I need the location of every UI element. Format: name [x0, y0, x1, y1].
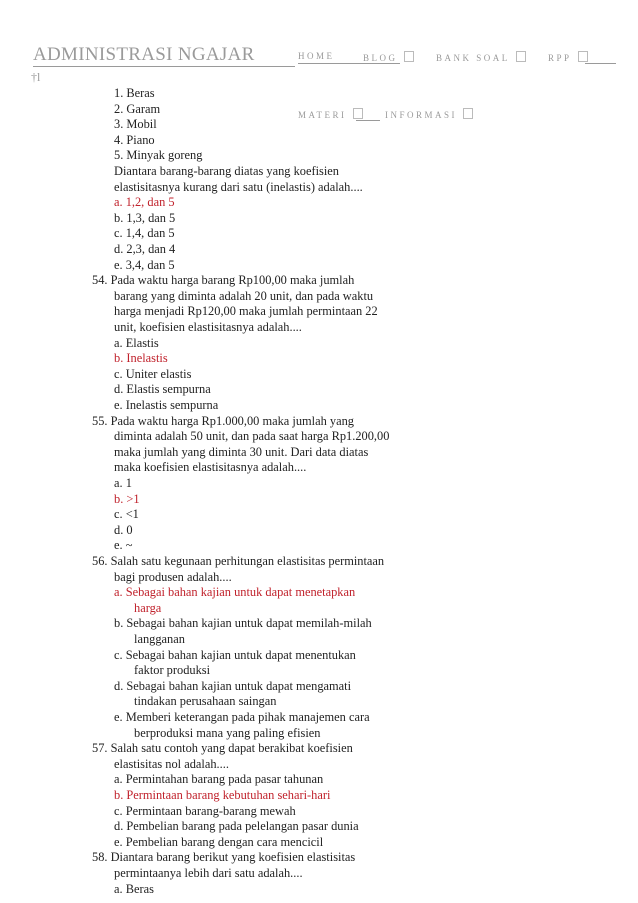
- answer-option: b. Inelastis: [114, 351, 168, 366]
- question-line: 55. Pada waktu harga Rp1.000,00 maka jumlah yang: [92, 413, 354, 428]
- answer-option: b. >1: [114, 491, 140, 506]
- text-line: 5. Minyak goreng: [114, 148, 203, 163]
- answer-option: d. Elastis sempurna: [114, 382, 211, 397]
- text-line: 3. Mobil: [114, 117, 157, 132]
- answer-option: e. 3,4, dan 5: [114, 257, 175, 272]
- nav-label: HOME: [298, 51, 335, 61]
- text-line: 4. Piano: [114, 132, 155, 147]
- answer-option: c. Permintaan barang-barang mewah: [114, 803, 296, 818]
- question-line: 58. Diantara barang berikut yang koefisien elastisitas: [92, 850, 356, 865]
- text-line: faktor produksi: [134, 663, 211, 678]
- text-line: harga menjadi Rp120,00 maka jumlah permintaan 22: [114, 304, 378, 319]
- text-line: maka jumlah yang diminta 30 unit. Dari data diatas: [114, 444, 369, 459]
- answer-option: e. Pembelian barang dengan cara mencicil: [114, 834, 324, 849]
- answer-option: b. Sebagai bahan kajian untuk dapat memilah-milah: [114, 616, 372, 631]
- text-line: Diantara barang-barang diatas yang koefisien: [114, 164, 339, 178]
- answer-option: c. 1,4, dan 5: [114, 226, 175, 241]
- answer-option: c. Uniter elastis: [114, 366, 192, 381]
- text-line: elastisitas nol adalah....: [114, 756, 229, 771]
- text-line: langganan: [134, 632, 185, 646]
- answer-option: d. Sebagai bahan kajian untuk dapat mengamati: [114, 678, 352, 693]
- text-line: berproduksi mana yang paling efisien: [134, 725, 321, 740]
- nav-label: INFORMASI: [385, 110, 458, 120]
- answer-option: e. Inelastis sempurna: [114, 398, 219, 412]
- text-line: unit, koefisien elastisitasnya adalah....: [114, 320, 302, 334]
- answer-option: e. Memberi keterangan pada pihak manajemen cara: [114, 710, 370, 724]
- answer-option: d. 2,3, dan 4: [114, 242, 176, 256]
- question-line: 54. Pada waktu harga barang Rp100,00 maka jumlah: [92, 273, 355, 288]
- nav-label: BANK SOAL: [436, 53, 510, 63]
- answer-option: c. <1: [114, 507, 139, 522]
- text-line: barang yang diminta adalah 20 unit, dan pada waktu: [114, 288, 374, 303]
- site-title[interactable]: ADMINISTRASI NGAJAR: [33, 44, 295, 67]
- answer-option: d. Pembelian barang pada pelelangan pasar dunia: [114, 819, 359, 834]
- answer-option: c. Sebagai bahan kajian untuk dapat menentukan: [114, 647, 356, 662]
- answer-option: e. ~: [114, 538, 133, 553]
- text-line: maka koefisien elastisitasnya adalah....: [114, 460, 307, 475]
- answer-option: a. Permintahan barang pada pasar tahunan: [114, 772, 324, 787]
- text-line: 1. Beras: [114, 86, 155, 100]
- question-line: 56. Salah satu kegunaan perhitungan elastisitas permintaan: [92, 554, 385, 568]
- question-line: 57. Salah satu contoh yang dapat berakibat koefisien: [92, 741, 353, 756]
- answer-option: a. Sebagai bahan kajian untuk dapat menetapkan: [114, 585, 356, 600]
- nav-label: MATERI: [298, 110, 347, 120]
- answer-option: d. 0: [114, 522, 133, 537]
- text-line: permintaanya lebih dari satu adalah....: [114, 866, 303, 880]
- text-line: tindakan perusahaan saingan: [134, 694, 277, 709]
- answer-option: a. 1: [114, 476, 132, 490]
- answer-option: a. Beras: [114, 881, 154, 896]
- text-line: diminta adalah 50 unit, dan pada saat harga Rp1.200,00: [114, 429, 390, 444]
- text-line: 2. Garam: [114, 101, 161, 116]
- answer-option: b. Permintaan barang kebutuhan sehari-hari: [114, 788, 331, 802]
- answer-option: a. 1,2, dan 5: [114, 195, 175, 210]
- answer-option: a. Elastis: [114, 335, 159, 350]
- site-title-overflow: †l: [31, 70, 41, 84]
- nav-label: BLOG: [363, 53, 398, 63]
- nav-label: RPP: [548, 53, 572, 63]
- text-line: harga: [134, 600, 162, 615]
- answer-option: b. 1,3, dan 5: [114, 210, 176, 225]
- text-line: elastisitasnya kurang dari satu (inelastis) adalah....: [114, 179, 363, 194]
- text-line: bagi produsen adalah....: [114, 569, 232, 584]
